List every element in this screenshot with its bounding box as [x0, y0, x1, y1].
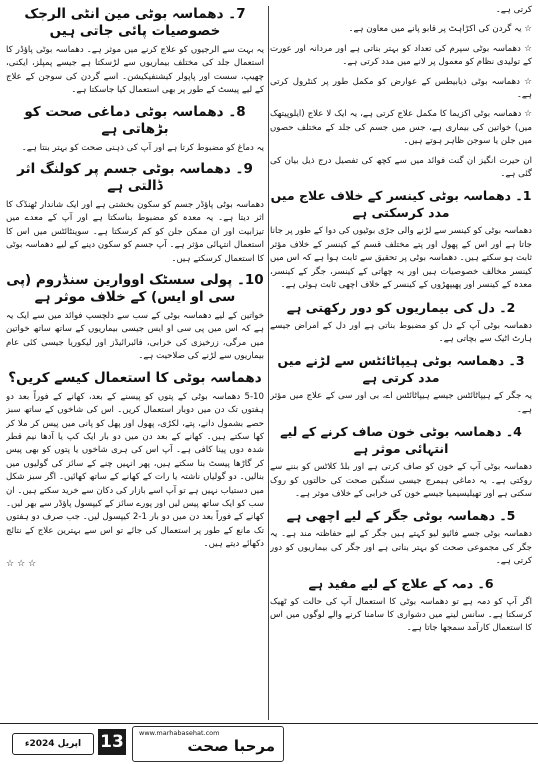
section-body: دھماسہ بوٹی آپ کے خون کو صاف کرتی ہے اور بلڈ کلاٹس کو بننے سے روکتی ہے۔ یہ دماغی ہیمرج جیسی سنگین صحت کی حالتوں کو روک سکتی ہے اور تھیلیسیمیا جیسے خون کی خرابی کے خلاف موثر ہے۔ [270, 462, 532, 499]
issue-date: اپریل 2024ء [12, 733, 94, 755]
magazine-logo [132, 726, 284, 762]
section-body: خواتین کے لیے دھماسہ بوٹی کے سب سے دلچسپ فوائد میں سے ایک یہ ہے کہ اس میں پی سی او ایس جیسی بیماریوں کے ساتھ ساتھ خواتین میں مرگی، زرخیزی کی خرابی، فائبرائیڈز اور لیکوریا جیسی کئی عام بیماریوں سے لڑنے کی صلاحیت ہے۔ [6, 311, 264, 362]
section-body: اگر آپ کو دمہ ہے تو دھماسہ بوٹی کا استعمال آپ کی حالت کو ٹھیک کرسکتا ہے۔ سانس لینے میں دشواری کا سامنا کرنے والے لوگوں میں اس کا استعمال کارآمد سمجھا جاتا ہے۔ [270, 596, 532, 634]
paragraph: ☆ دھماسہ بوٹی اکزیما کا مکمل علاج کرتی ہے، یہ ایک لا علاج (ایلوپیتھک میں) خواتین کی بیماری ہے، جس میں جسم کی جلد کے مختلف حصوں میں جلن یا سوجن ظاہر ہوتے ہیں۔ [270, 109, 532, 147]
end-stars: ☆☆☆ [6, 558, 40, 569]
section-body: یہ بہت سے الرجیوں کو علاج کرنے میں موثر ہے۔ دھماسہ بوٹی پاؤڈر کا استعمال جلد کی مختلف بیماریوں سے لڑسکتا ہے جیسے پمپلز، ایکنی، چھیپ، سست اور پاپولر کیشنفیکیشن۔ اسے گردن کی سوجن کے علاج کے لیے پیسٹ کے طور پر بھی استعمال کیا جاسکتا ہے۔ [6, 45, 264, 96]
section-body: یہ جگر کے ہیپاٹائٹس جیسے ہیپاٹائٹس اے، بی اور سی کے علاج میں مؤثر ہے۔ [270, 391, 532, 415]
right-column [270, 4, 532, 724]
section-heading: 8۔ دھماسہ بوٹی دماغی صحت کو بڑھاتی ہے [24, 103, 246, 137]
page-number: 13 [98, 729, 126, 755]
website-link[interactable]: www.marhabasehat.com [139, 729, 220, 737]
section-heading: 7۔ دھماسہ بوٹی مین انٹی الرجک خصوصیات پائی جاتی ہیں [24, 6, 246, 39]
paragraph: ان حیرت انگیز ان گنت فوائد میں سے کچھ کی تفصیل درج ذیل بیان کی گئی ہے۔ [270, 155, 532, 180]
section-heading: 5۔ دھماسہ بوٹی جگر کے لیے اچھی ہے [286, 508, 516, 524]
page-footer [0, 723, 538, 764]
section-heading: 9۔ دھماسہ بوٹی جسم پر کولنگ اثر ڈالتی ہے [17, 161, 253, 195]
paragraph: کرتی ہے۔ [495, 5, 532, 15]
section-body: یہ دماغ کو مضبوط کرتا ہے اور آپ کی ذہنی صحت کو بہتر بنتا ہے۔ [21, 142, 264, 153]
section-heading: 10۔ پولی سسٹک اووارین سنڈروم (پی سی او ایس) کے خلاف موثر ہے [6, 272, 264, 306]
magazine-title: مرحبا صحت [187, 737, 275, 755]
section-body: دھماسہ بوٹی آپ کے دل کو مضبوط بناتی ہے اور دل کے امراض جیسے ہارٹ اٹیک سے بچاتی ہے۔ [270, 320, 532, 344]
section-heading: 6۔ دمہ کے علاج کے لیے مفید ہے [308, 575, 494, 591]
section-heading: 2۔ دل کی بیماریوں کو دور رکھتی ہے [286, 299, 516, 315]
section-heading: 3۔ دھماسہ بوٹی ہیپاٹائٹس سے لڑنے میں مدد کرتی ہے [277, 353, 525, 386]
paragraph: ☆ دھماسہ بوٹی سپرم کی تعداد کو بہتر بناتی ہے اور مردانہ اور عورت کے تولیدی نظام کو معمول پر لانے میں مدد کرتی ہے۔ [270, 43, 532, 68]
column-divider [268, 6, 269, 720]
section-body: دھماسہ بوٹی پاؤڈر جسم کو سکون بخشتی ہے اور ایک شاندار ٹھنڈک کا اثر دیتا ہے۔ یہ معدہ کو مضبوط بناسکتا ہے اور آپ کے معدے میں تیزابیت اور ان ممکن جلن کو کم کرسکتا ہے۔ سوینٹائٹس میں اس کا استعمال انتہائی مؤثر ہے۔ آپ جسم کو سکون دینے کے لیے دھماسہ بوٹی کا استعمال کرسکتے ہیں۔ [6, 200, 264, 264]
section-body: دھماسہ بوٹی کو کینسر سے لڑنے والی جڑی بوٹیوں کی دوا کے طور پر جانا جاتا ہے اور اس کے پھول اور پتے مختلف قسم کے کینسر کے خلاف مؤثر ثابت ہو سکتے ہیں۔ دھماسہ بوٹی پر تحقیق سے ثابت ہوا ہے کہ اس میں کینسر مخالف خصوصیات ہیں اور یہ چھاتی کے کینسر، جگر کے کینسر، معدہ کے کینسر اور پھیپھڑوں کے کینسر کے خلاف اچھی ثابت ہوئی ہے۔ [270, 226, 532, 291]
section-heading: دھماسہ بوٹی کا استعمال کیسے کریں؟ [8, 369, 262, 386]
section-heading: 4۔ دھماسہ بوٹی خون صاف کرنے کے لیے انتہائی موثر ہے [280, 424, 522, 457]
paragraph: ☆ دھماسہ بوٹی ذیابیطس کے عوارض کو مکمل طور پر کنٹرول کرتی ہے۔ [270, 76, 532, 101]
section-heading: 1۔ دھماسہ بوٹی کینسر کے خلاف علاج میں مدد کرسکتی ہے [270, 188, 532, 221]
section-body: دھماسہ بوٹی جسے فائیو لیو کہتے ہیں جگر کے لیے حفاظتہ مند ہے۔ یہ جگر کی مجموعی صحت کو بہتر بناتی ہے اور جگر کی بیماریوں کو دور کرتی ہے۔ [270, 529, 532, 567]
paragraph: ☆ یہ گردن کی اکڑاہٹ پر قابو پانے میں معاون ہے۔ [348, 24, 532, 35]
left-column [6, 4, 264, 724]
section-body: 5-10 دھماسہ بوٹی کے پتوں کو پیسنے کے بعد، کھانے کے فوراً بعد دو ہفتوں تک دن میں دوبار استعمال کریں۔ اس کی شاخوں کے ساتھ سبز حصے بشمول دانے، پتے، لکڑی، پھول اور پھل کو پانی میں پیس کر ملا کر کھا سکتے ہیں۔ کھانے کے بعد دن میں دو بار ایک کپ یا آدھا نیم قطر شدہ دوں پینا کافی ہے۔ آپ اس کی ہری شاخوں یا پتوں کو بھی پیس کر گاڑھا پیسٹ بنا سکتے ہیں، پھر انہیں چنے کے سائز کی گولیوں میں بنالیں۔ دو گولیاں ناشتہ یا رات کے کھانے کے ساتھ کھائیں۔ اگر سبز شکل میں دستیاب نہیں ہے تو آپ اسے بازار کی دکان سے خرید سکتے ہیں۔ ان سب کو ایک ساتھ پیس لیں اور پورے سائز کے کیپسول پاؤڈر سے بھر لیں۔ کھانے کے فوراً بعد دن میں دو بار 1-2 کیپسول لیں۔ جب صرف دو ہفتوں تک مانع کے طور پر استعمال کی جائے تو اس سے بہترین علاج کے نتائج دکھائے دیتے ہیں۔ [6, 391, 264, 550]
